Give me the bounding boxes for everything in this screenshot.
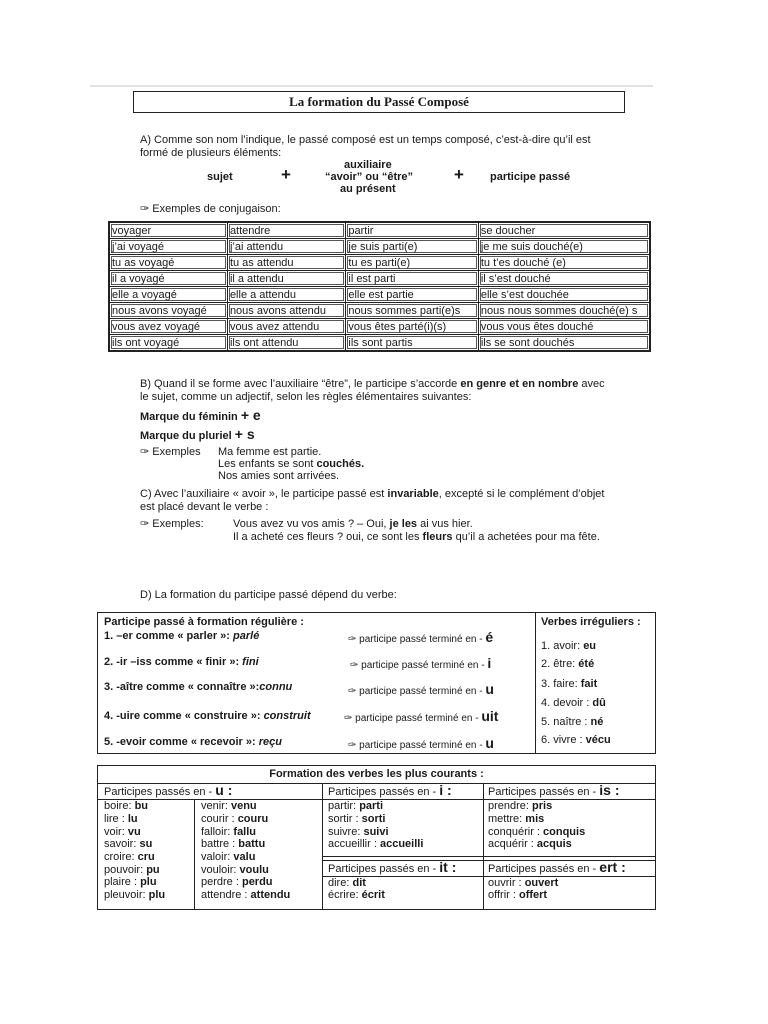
- verb-pp: valu: [233, 851, 256, 863]
- verb-inf: offrir :: [488, 889, 519, 901]
- irregular-pp: dû: [592, 697, 606, 709]
- ending-letter: é: [485, 629, 494, 645]
- conjugation-header: attendre: [227, 222, 345, 239]
- regular-ending-1: [348, 631, 493, 646]
- section-d-intro: D) La formation du participe passé dépend du verbe:: [140, 589, 397, 601]
- conjugation-cell: vous avez attendu: [227, 319, 345, 335]
- list-item: [104, 851, 155, 864]
- irregular-item: [541, 697, 606, 710]
- list-item: [328, 838, 423, 851]
- plural-label: Marque du pluriel: [140, 430, 232, 442]
- group-header-i: [328, 784, 452, 799]
- verb-pp: couru: [237, 813, 269, 825]
- verb-inf: vouloir:: [201, 864, 240, 876]
- section-b-line1-end: avec: [578, 378, 605, 390]
- regular-ending-5: [348, 737, 494, 752]
- plural-mark: + s: [234, 426, 255, 442]
- formula-aux-2: “avoir” ou “être”: [325, 171, 414, 183]
- verb-inf: voir:: [104, 826, 128, 838]
- section-b-examples-label: ✑ Exemples: [140, 446, 201, 458]
- table-row: [109, 303, 650, 319]
- rule-example: construit: [263, 710, 311, 722]
- conjugation-cell: j’ai attendu: [227, 239, 345, 255]
- verb-pp: accueilli: [379, 838, 424, 850]
- list-item: [201, 851, 255, 864]
- regular-rule-4: [104, 710, 311, 723]
- verb-inf: savoir:: [104, 838, 140, 850]
- irregular-item: [541, 658, 594, 671]
- irregular-item: [541, 734, 611, 747]
- verb-inf: attendre :: [201, 889, 251, 901]
- rule-example: parlé: [233, 630, 260, 642]
- verb-pp: plu: [140, 876, 157, 888]
- example-c2-text: Il a acheté ces fleurs ? oui, ce sont les: [233, 531, 423, 543]
- group-prefix: Participes passés en -: [488, 786, 600, 798]
- rule-example: connu: [259, 681, 293, 693]
- group-header-ert: [488, 861, 626, 876]
- rule-text: 3. -aître comme « connaître »:: [104, 681, 260, 693]
- verb-pp: plu: [148, 889, 166, 901]
- grid-line: [322, 783, 323, 909]
- verb-pp: attendu: [250, 889, 291, 901]
- list-item: [488, 889, 547, 902]
- conjugation-cell: vous avez voyagé: [109, 319, 227, 335]
- example-c1-text: Vous avez vu vos amis ? – Oui,: [233, 518, 390, 530]
- regular-title: Participe passé à formation régulière :: [104, 616, 304, 628]
- section-b-line2: le sujet, comme un adjectif, selon les règles élémentaires suivantes:: [140, 391, 472, 403]
- regular-ending-3: [348, 683, 494, 698]
- page-title: La formation du Passé Composé: [133, 91, 625, 113]
- formula-participle: participe passé: [490, 171, 571, 183]
- verb-inf: partir:: [328, 800, 360, 812]
- group-ending: ert :: [599, 859, 626, 875]
- example-2-text: Les enfants se sont: [218, 458, 317, 470]
- list-item: [201, 800, 257, 813]
- verb-inf: pouvoir:: [104, 864, 147, 876]
- verb-pp: acquis: [536, 838, 572, 850]
- formula-subject: sujet: [207, 171, 233, 183]
- irregular-inf: 5. naître :: [541, 716, 591, 728]
- verb-pp: offert: [518, 889, 548, 901]
- rule-text: 5. -evoir comme « recevoir »:: [104, 736, 259, 748]
- common-verbs-box: [97, 765, 656, 910]
- section-b-line1: [140, 378, 605, 391]
- verb-inf: accueillir :: [328, 838, 380, 850]
- verb-inf: boire:: [104, 800, 135, 812]
- list-item: [488, 813, 544, 826]
- column-divider: [535, 613, 536, 753]
- conjugation-cell: tu as voyagé: [109, 255, 227, 271]
- section-c-example-1: [233, 518, 473, 531]
- verb-inf: perdre :: [201, 876, 242, 888]
- participle-formation-box: [97, 612, 656, 754]
- grid-line: [322, 856, 655, 857]
- grid-line: [483, 783, 484, 909]
- section-a-line1: A) Comme son nom l’indique, le passé composé est un temps composé, c’est-à-dire qu’il est: [140, 134, 591, 146]
- group-ending: it :: [439, 859, 457, 875]
- section-a-examples-label: ✑ Exemples de conjugaison:: [140, 203, 281, 215]
- verb-inf: pleuvoir:: [104, 889, 149, 901]
- rule-text: 4. -uire comme « construire »:: [104, 710, 264, 722]
- rule-text: 1. –er comme « parler »:: [104, 630, 234, 642]
- list-item: [328, 800, 383, 813]
- list-item: [328, 813, 385, 826]
- list-item: [201, 889, 290, 902]
- verb-pp: bu: [134, 800, 149, 812]
- verb-pp: vu: [127, 826, 141, 838]
- verb-pp: perdu: [241, 876, 273, 888]
- example-2-emphasis: couchés.: [316, 458, 365, 470]
- section-c-emphasis: invariable: [387, 488, 439, 500]
- verb-pp: pris: [532, 800, 553, 812]
- grid-line: [194, 799, 195, 909]
- irregular-pp: vécu: [585, 734, 611, 746]
- verb-pp: mis: [525, 813, 545, 825]
- conjugation-cell: nous sommes parti(e)s: [346, 303, 478, 319]
- conjugation-cell: il a attendu: [227, 271, 345, 287]
- verb-inf: mettre:: [488, 813, 526, 825]
- verb-pp: suivi: [363, 826, 389, 838]
- section-c-line1-part: C) Avec l’auxiliaire « avoir », le participe passé est: [140, 488, 388, 500]
- rule-example: fini: [242, 656, 259, 668]
- irregular-pp: eu: [583, 640, 597, 652]
- list-item: [104, 876, 157, 889]
- formula-aux-1: auxiliaire: [344, 159, 392, 171]
- group-ending: u :: [215, 782, 233, 798]
- group-prefix: Participes passés en -: [328, 786, 440, 798]
- conjugation-cell: vous êtes parté(i)(s): [346, 319, 478, 335]
- conjugation-cell: ils ont attendu: [227, 335, 345, 352]
- irregular-inf: 3. faire:: [541, 678, 581, 690]
- ending-text: ✑ participe passé terminé en -: [348, 634, 486, 645]
- irregular-pp: fait: [580, 678, 598, 690]
- table-row: [109, 239, 650, 255]
- verb-pp: parti: [359, 800, 384, 812]
- list-item: [328, 889, 385, 902]
- group-ending: is :: [599, 782, 620, 798]
- verb-inf: venir:: [201, 800, 231, 812]
- regular-rule-3: [104, 681, 292, 694]
- conjugation-header-row: [109, 222, 650, 239]
- table-row: [109, 255, 650, 271]
- example-c1-end: ai vus hier.: [417, 518, 473, 530]
- verb-inf: ouvrir :: [488, 877, 525, 889]
- verb-pp: dit: [352, 877, 366, 889]
- group-prefix: Participes passés en -: [104, 786, 216, 798]
- irregular-item: [541, 640, 596, 653]
- verb-pp: conquis: [543, 826, 586, 838]
- conjugation-cell: ils ont voyagé: [109, 335, 227, 352]
- group-prefix: Participes passés en -: [488, 863, 600, 875]
- verb-pp: venu: [230, 800, 257, 812]
- irregular-inf: 1. avoir:: [541, 640, 584, 652]
- verb-inf: battre :: [201, 838, 239, 850]
- verb-inf: sortir :: [328, 813, 362, 825]
- rule-text: 2. -ir –iss comme « finir »:: [104, 656, 243, 668]
- conjugation-cell: ils se sont douchés: [478, 335, 650, 352]
- conjugation-cell: il a voyagé: [109, 271, 227, 287]
- conjugation-cell: il s’est douché: [478, 271, 650, 287]
- verb-inf: lire :: [104, 813, 128, 825]
- verb-pp: voulu: [239, 864, 269, 876]
- conjugation-cell: elle s’est douchée: [478, 287, 650, 303]
- conjugation-table: [108, 221, 651, 352]
- irregular-title: Verbes irréguliers :: [541, 616, 641, 628]
- ending-letter: i: [487, 655, 492, 671]
- irregular-pp: né: [590, 716, 604, 728]
- regular-ending-4: [344, 710, 498, 725]
- list-item: [104, 838, 152, 851]
- conjugation-cell: tu es parti(e): [346, 255, 478, 271]
- feminine-mark: + e: [240, 407, 261, 423]
- section-b-line1-part: B) Quand il se forme avec l’auxiliaire “être”, le participe s’accorde: [140, 378, 461, 390]
- example-c1-emphasis: je les: [389, 518, 418, 530]
- list-item: [104, 813, 138, 826]
- section-c-line2: est placé devant le verbe :: [140, 501, 269, 513]
- ending-text: ✑ participe passé terminé en -: [348, 686, 486, 697]
- verb-inf: prendre:: [488, 800, 533, 812]
- section-b-example-3: Nos amies sont arrivées.: [218, 470, 340, 482]
- verb-pp: battu: [238, 838, 266, 850]
- verb-inf: suivre:: [328, 826, 364, 838]
- verb-pp: su: [139, 838, 153, 850]
- formula-aux-3: au présent: [340, 183, 396, 195]
- table-row: [109, 271, 650, 287]
- conjugation-cell: nous avons voyagé: [109, 303, 227, 319]
- verb-pp: lu: [127, 813, 138, 825]
- group-prefix: Participes passés en -: [328, 863, 440, 875]
- conjugation-cell: tu as attendu: [227, 255, 345, 271]
- ending-letter: uit: [481, 708, 499, 724]
- regular-rule-2: [104, 656, 259, 669]
- list-item: [104, 889, 165, 902]
- group-ending: i :: [439, 782, 452, 798]
- irregular-item: [541, 678, 597, 691]
- group-header-is: [488, 784, 620, 799]
- list-item: [201, 876, 273, 889]
- regular-ending-2: [350, 657, 491, 672]
- conjugation-cell: vous vous êtes douché: [478, 319, 650, 335]
- conjugation-cell: elle est partie: [346, 287, 478, 303]
- irregular-inf: 6. vivre :: [541, 734, 586, 746]
- section-b-example-1: Ma femme est partie.: [218, 446, 322, 458]
- verb-inf: falloir:: [201, 826, 234, 838]
- rule-example: reçu: [258, 736, 282, 748]
- verb-inf: conquérir :: [488, 826, 544, 838]
- list-item: [488, 838, 572, 851]
- conjugation-cell: tu t’es douché (e): [478, 255, 650, 271]
- example-c2-emphasis: fleurs: [422, 531, 453, 543]
- verb-pp: ouvert: [524, 877, 559, 889]
- list-item: [201, 813, 268, 826]
- verb-inf: dire:: [328, 877, 353, 889]
- conjugation-cell: nous avons attendu: [227, 303, 345, 319]
- formula-plus-2: +: [454, 165, 464, 184]
- section-c-line1: [140, 488, 604, 501]
- feminine-label: Marque du féminin: [140, 411, 238, 423]
- feminine-rule: [140, 409, 261, 424]
- conjugation-header: se doucher: [478, 222, 650, 239]
- list-item: [104, 800, 148, 813]
- conjugation-cell: elle a attendu: [227, 287, 345, 303]
- irregular-pp: été: [578, 658, 595, 670]
- page-top-rule: [90, 85, 653, 87]
- plural-rule: [140, 428, 255, 443]
- regular-rule-1: [104, 630, 259, 643]
- section-c-example-2: [233, 531, 600, 544]
- example-c2-end: qu’il a achetées pour ma fête.: [452, 531, 600, 543]
- group-header-u: [104, 784, 232, 799]
- conjugation-cell: nous nous sommes douché(e) s: [478, 303, 650, 319]
- table-row: [109, 319, 650, 335]
- ending-text: ✑ participe passé terminé en -: [348, 740, 486, 751]
- section-c-examples-label: ✑ Exemples:: [140, 518, 204, 530]
- section-a-line2: formé de plusieurs éléments:: [140, 147, 282, 159]
- verb-pp: cru: [137, 851, 155, 863]
- conjugation-cell: elle a voyagé: [109, 287, 227, 303]
- section-c-line1-end: , excepté si le complément d’objet: [438, 488, 605, 500]
- table-row: [109, 287, 650, 303]
- verb-inf: courir :: [201, 813, 238, 825]
- verb-pp: pu: [146, 864, 160, 876]
- verb-pp: écrit: [361, 889, 385, 901]
- conjugation-header: partir: [346, 222, 478, 239]
- conjugation-header: voyager: [109, 222, 227, 239]
- group-header-it: [328, 861, 456, 876]
- ending-letter: u: [485, 735, 494, 751]
- list-item: [201, 838, 265, 851]
- table-row: [109, 335, 650, 352]
- section-b-emphasis: en genre et en nombre: [460, 378, 579, 390]
- verb-inf: acquérir :: [488, 838, 537, 850]
- irregular-inf: 2. être:: [541, 658, 579, 670]
- conjugation-cell: je me suis douché(e): [478, 239, 650, 255]
- irregular-item: [541, 716, 603, 729]
- verb-inf: écrire:: [328, 889, 362, 901]
- conjugation-cell: ils sont partis: [346, 335, 478, 352]
- list-item: [488, 800, 552, 813]
- verb-pp: fallu: [233, 826, 257, 838]
- conjugation-cell: il est parti: [346, 271, 478, 287]
- conjugation-cell: j’ai voyagé: [109, 239, 227, 255]
- irregular-inf: 4. devoir :: [541, 697, 593, 709]
- verbs-title: Formation des verbes les plus courants :: [269, 768, 484, 780]
- verb-inf: plaire :: [104, 876, 141, 888]
- conjugation-cell: je suis parti(e): [346, 239, 478, 255]
- ending-text: ✑ participe passé terminé en -: [350, 660, 488, 671]
- verb-inf: valoir:: [201, 851, 234, 863]
- regular-rule-5: [104, 736, 282, 749]
- formula-plus-1: +: [281, 165, 291, 184]
- verb-inf: croire:: [104, 851, 138, 863]
- ending-letter: u: [485, 681, 494, 697]
- ending-text: ✑ participe passé terminé en -: [344, 713, 482, 724]
- verb-pp: sorti: [361, 813, 386, 825]
